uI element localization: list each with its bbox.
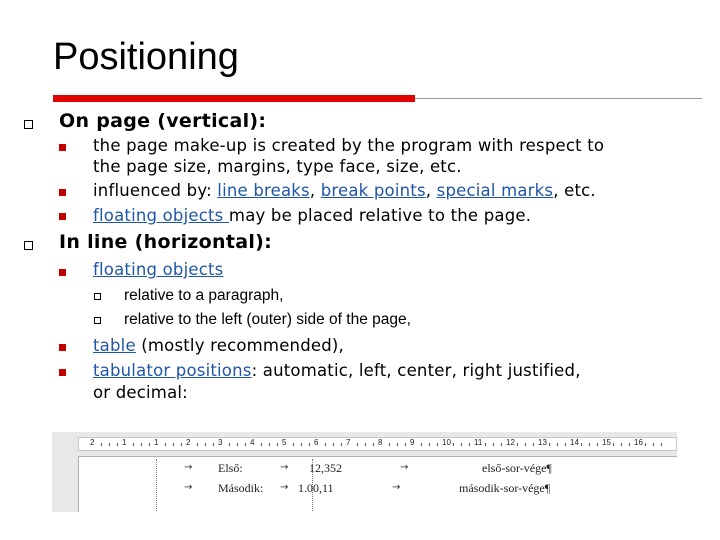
link-floating-objects-inline[interactable]: floating objects [93, 260, 224, 279]
item-text-line: the page make-up is created by the program with respect to [93, 136, 605, 155]
tab-arrow-icon: → [400, 462, 409, 473]
ruler-tick [141, 443, 142, 446]
ruler-tick [181, 443, 182, 446]
ruler-tick [597, 443, 598, 446]
link-special-marks[interactable]: special marks [436, 181, 554, 200]
separator: , [425, 181, 437, 200]
ruler-number: 5 [282, 438, 287, 447]
ruler-number: 9 [410, 438, 415, 447]
square-bullet-icon [59, 369, 66, 376]
ruler-tick [309, 443, 310, 446]
link-floating-objects[interactable]: floating objects [93, 206, 229, 225]
ruler-tick [237, 443, 238, 446]
ruler-tick [397, 443, 398, 446]
ruler-tick [429, 443, 430, 446]
square-bullet-icon [59, 213, 66, 220]
hollow-square-bullet-icon [94, 317, 101, 324]
word-ruler-screenshot [52, 432, 677, 512]
ruler-number: 2 [186, 438, 191, 447]
sub-item-text: relative to the left (outer) side of the page, [124, 311, 411, 328]
tab-guide-line [156, 459, 157, 512]
doc-cell: 1.00,11 [298, 481, 334, 495]
hollow-square-bullet-icon [94, 293, 101, 300]
ruler-tick [437, 443, 438, 446]
slide-title: Positioning [53, 36, 239, 78]
ruler-tick [501, 443, 502, 446]
ruler-tick [517, 443, 518, 446]
item-text-line: the page size, margins, type face, size, etc. [93, 157, 462, 176]
list-item [93, 361, 581, 380]
item-text: : automatic, left, center, right justified, [251, 361, 581, 380]
ruler-tick [453, 443, 454, 446]
ruler-number: 3 [218, 438, 223, 447]
tab-arrow-icon: → [280, 482, 289, 493]
ruler-tick [101, 443, 102, 446]
ruler-tick [621, 443, 622, 446]
ruler-tick [389, 443, 390, 446]
ruler-tick [197, 443, 198, 446]
item-text-line: or decimal: [93, 383, 188, 402]
ruler-tick [485, 443, 486, 446]
ruler-tick [365, 443, 366, 446]
list-item [93, 206, 531, 225]
ruler-tick [629, 443, 630, 446]
link-line-breaks[interactable]: line breaks [217, 181, 310, 200]
ruler-tick [613, 443, 614, 446]
ruler-number: 6 [314, 438, 319, 447]
link-break-points[interactable]: break points [320, 181, 426, 200]
ruler-tick [533, 443, 534, 446]
tab-arrow-icon: → [280, 462, 289, 473]
ruler-tick [525, 443, 526, 446]
square-bullet-icon [59, 144, 66, 151]
ruler-tick [357, 443, 358, 446]
ruler-tick [373, 443, 374, 446]
ruler-number: 1 [154, 438, 159, 447]
ruler-tick [229, 443, 230, 446]
title-accent-bar [53, 95, 415, 102]
ruler-number: 12 [506, 438, 515, 447]
doc-cell: Első: [218, 461, 243, 475]
ruler-tick [261, 443, 262, 446]
item-text: (mostly recommended), [135, 336, 344, 355]
square-bullet-icon [59, 189, 66, 196]
ruler-tick [109, 443, 110, 446]
ruler-tick [213, 443, 214, 446]
square-bullet-icon [59, 344, 66, 351]
ruler-tick [589, 443, 590, 446]
ruler-tick [301, 443, 302, 446]
tab-arrow-icon: → [392, 482, 401, 493]
section-heading-vertical: On page (vertical): [59, 110, 267, 132]
hollow-square-bullet-icon [24, 241, 33, 250]
sub-item-text: relative to a paragraph, [124, 287, 284, 304]
ruler-tick [405, 443, 406, 446]
ruler-tick [277, 443, 278, 446]
ruler-tick [293, 443, 294, 446]
ruler-tick [245, 443, 246, 446]
title-divider-line [415, 98, 702, 99]
item-text: may be placed relative to the page. [228, 206, 532, 225]
ruler-number: 16 [634, 438, 643, 447]
ruler-number: 1 [122, 438, 127, 447]
ruler-tick [557, 443, 558, 446]
section-heading-horizontal: In line (horizontal): [59, 231, 273, 253]
doc-cell: 12,352 [309, 461, 342, 475]
item-text: influenced by: [93, 181, 218, 200]
list-item [93, 260, 223, 279]
ruler-tick [565, 443, 566, 446]
link-tabulator-positions[interactable]: tabulator positions [93, 361, 252, 380]
horizontal-ruler [52, 432, 677, 457]
item-text: , etc. [553, 181, 596, 200]
ruler-tick [421, 443, 422, 446]
ruler-tick [469, 443, 470, 446]
vertical-ruler [52, 456, 79, 512]
tab-arrow-icon: → [184, 462, 193, 473]
doc-cell: első-sor-vége¶ [482, 461, 552, 475]
ruler-tick [661, 443, 662, 446]
ruler-number: 15 [602, 438, 611, 447]
tab-arrow-icon: → [184, 482, 193, 493]
ruler-tick [461, 443, 462, 446]
ruler-tick [333, 443, 334, 446]
ruler-tick [549, 443, 550, 446]
ruler-number: 7 [346, 438, 351, 447]
ruler-number: 2 [90, 438, 95, 447]
ruler-tick [117, 443, 118, 446]
ruler-tick [653, 443, 654, 446]
doc-cell: második-sor-vége¶ [459, 481, 551, 495]
separator: , [309, 181, 321, 200]
ruler-number: 11 [474, 438, 483, 447]
ruler-tick [149, 443, 150, 446]
ruler-tick [341, 443, 342, 446]
list-item [93, 181, 596, 200]
ruler-tick [269, 443, 270, 446]
ruler-tick [493, 443, 494, 446]
ruler-tick [133, 443, 134, 446]
ruler-number: 8 [378, 438, 383, 447]
ruler-number: 13 [538, 438, 547, 447]
ruler-number: 4 [250, 438, 255, 447]
ruler-tick [173, 443, 174, 446]
ruler-tick [325, 443, 326, 446]
hollow-square-bullet-icon [24, 120, 33, 129]
doc-cell: Második: [218, 481, 264, 495]
ruler-tick [645, 443, 646, 446]
ruler-tick [165, 443, 166, 446]
link-table[interactable]: table [93, 336, 136, 355]
ruler-tick [581, 443, 582, 446]
list-item [93, 336, 344, 355]
ruler-tick [205, 443, 206, 446]
ruler-number: 10 [442, 438, 451, 447]
ruler-number: 14 [570, 438, 579, 447]
square-bullet-icon [59, 269, 66, 276]
